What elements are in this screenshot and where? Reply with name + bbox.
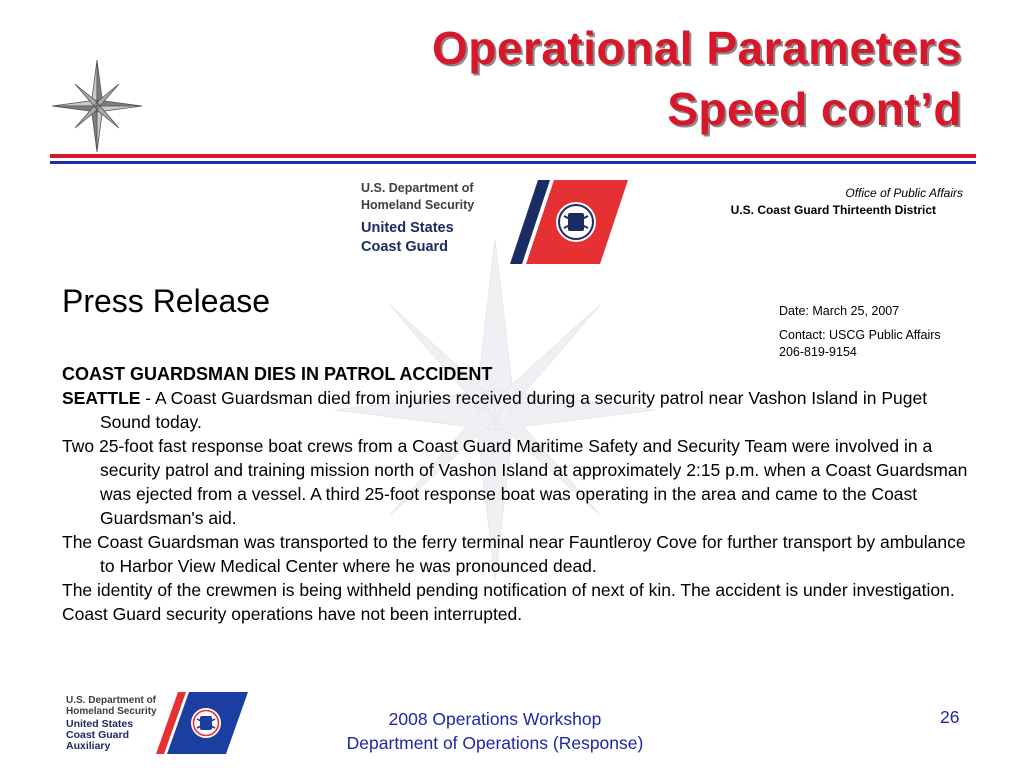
article-paragraph-2: Two 25-foot fast response boat crews from a Coast Guard Maritime Safety and Security Team were involved in a security patrol and training mission north of Vashon Island at approximately 2:15 p.m. when a Coast Guardsman was ejected from a vessel. A third 25-foot response boat was operating in the area and came to the Coast Guardsman's aid.: [62, 436, 968, 528]
article-headline: COAST GUARDSMAN DIES IN PATROL ACCIDENT: [62, 364, 493, 384]
article-body: [62, 362, 972, 626]
article-paragraph-3: The Coast Guardsman was transported to the ferry terminal near Fauntleroy Cove for further transport by ambulance to Harbor View Medical Center where he was pronounced dead.: [62, 532, 966, 576]
article-dateline: SEATTLE: [62, 388, 141, 408]
footer-line1: 2008 Operations Workshop: [388, 709, 602, 729]
press-release-label: Press Release: [62, 283, 271, 319]
footer-text: [300, 707, 690, 755]
divider-red: [50, 154, 976, 158]
org-line2: Coast Guard: [361, 239, 449, 255]
dept-line1: U.S. Department of: [361, 181, 474, 195]
page-number: 26: [940, 707, 960, 727]
article-paragraph-1: [62, 386, 972, 434]
article-paragraph-5: Coast Guard security operations have not been interrupted.: [62, 604, 523, 624]
uscg-logo-text: [361, 180, 474, 257]
article-paragraph-4: The identity of the crewmen is being withheld pending notification of next of kin. The accident is under investigation.: [62, 580, 955, 600]
contact-name: Contact: USCG Public Affairs: [779, 328, 941, 342]
uscg-racing-stripe-icon: [510, 180, 628, 264]
slide-title-line2: Speed cont’d: [667, 83, 962, 135]
aux-org-line1: United States: [66, 718, 134, 730]
auxiliary-stripe-icon: [156, 692, 248, 754]
release-date: Date: March 25, 2007: [779, 304, 900, 318]
aux-dept-line1: U.S. Department of: [66, 695, 157, 706]
aux-org-line3: Auxiliary: [66, 740, 111, 752]
aux-dept-line2: Homeland Security: [66, 706, 157, 717]
public-affairs-office: Office of Public Affairs: [845, 186, 963, 200]
release-contact: [779, 327, 941, 361]
divider-blue: [50, 161, 976, 164]
auxiliary-logo-text: [66, 695, 157, 752]
article-paragraph-1-text: - A Coast Guardsman died from injuries received during a security patrol near Vashon Island in Puget Sound today.: [100, 388, 928, 432]
aux-org-line2: Coast Guard: [66, 729, 130, 741]
org-line1: United States: [361, 220, 454, 236]
contact-phone: 206-819-9154: [779, 345, 857, 359]
public-affairs-district: U.S. Coast Guard Thirteenth District: [730, 203, 936, 217]
footer-line2: Department of Operations (Response): [346, 733, 644, 753]
compass-star-icon: [50, 58, 144, 154]
dept-line2: Homeland Security: [361, 198, 475, 212]
slide-title-line1: Operational Parameters: [431, 22, 962, 74]
